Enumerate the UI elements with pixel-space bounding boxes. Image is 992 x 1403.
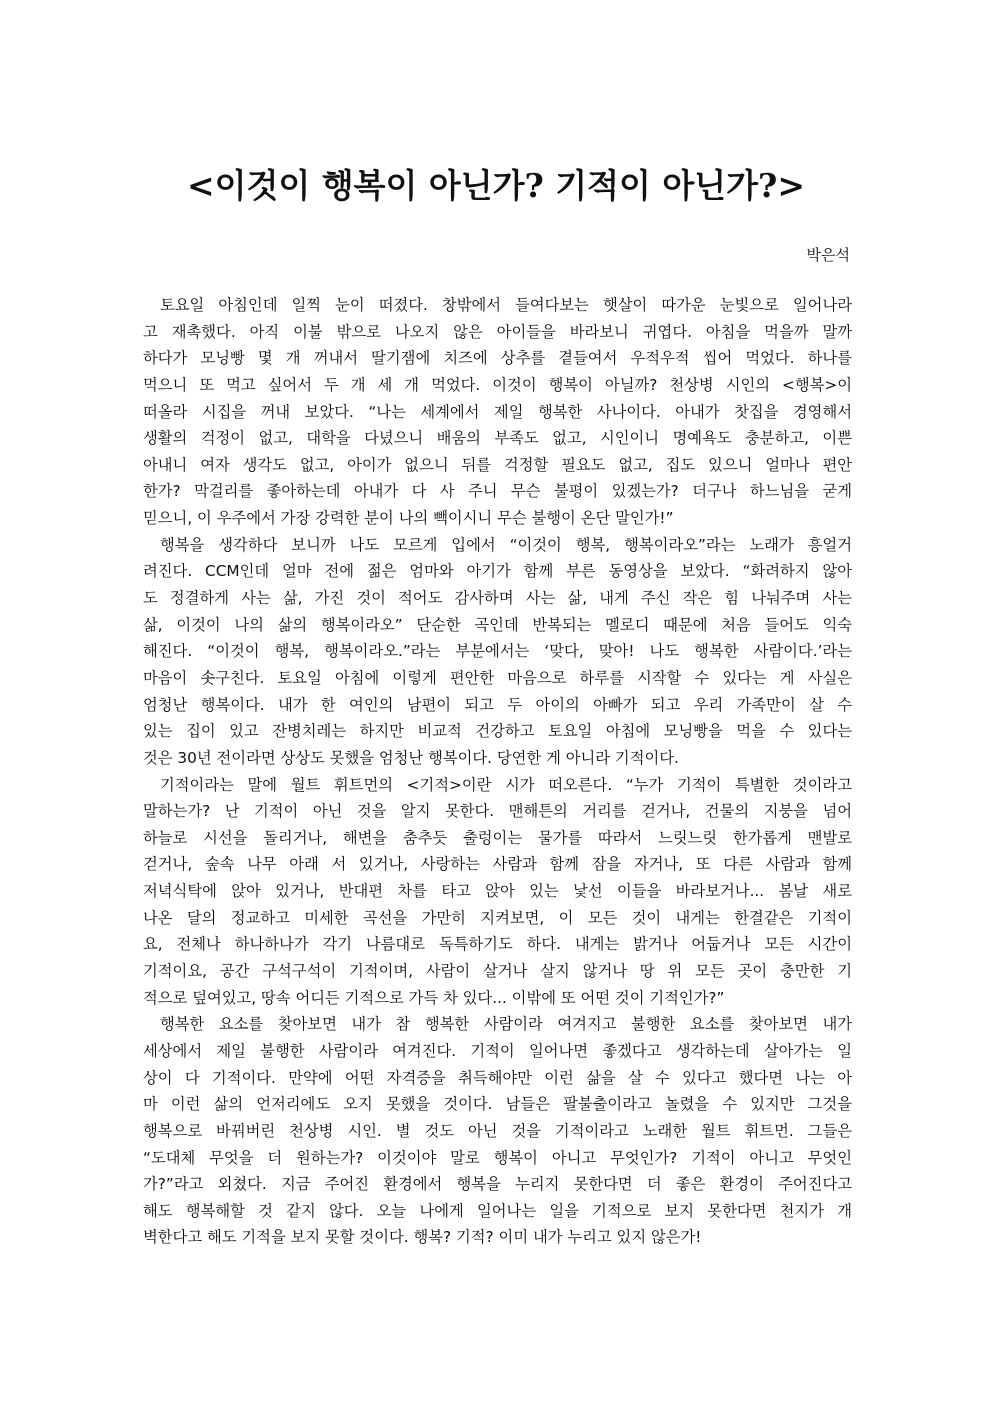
text-line: 행복을 생각하다 보니까 나도 모르게 입에서 “이것이 행복, 행복이라오”라는 노래가 흥얼거 <box>160 535 852 554</box>
text-line: 엄청난 행복이다. 내가 한 여인의 남편이 되고 두 아이의 아빠가 되고 우리 가족만이 살 수 <box>143 695 852 714</box>
document-title: <이것이 행복이 아닌가? 기적이 아닌가?> <box>186 166 806 205</box>
text-line: 행복으로 바꿔버린 천상병 시인. 별 것도 아닌 것을 기적이라고 노래한 월트 휘트먼. 그들은 <box>143 1121 852 1140</box>
text-line: 고 재촉했다. 아직 이불 밖으로 나오지 않은 아이들을 바라보니 귀엽다. 아침을 먹을까 말까 <box>143 322 852 341</box>
text-line: 가?”라고 외쳤다. 지금 주어진 환경에서 행복을 누리지 못한다면 더 좋은 환경이 주어진다고 <box>143 1175 852 1194</box>
text-line: 걷거나, 숲속 나무 아래 서 있거나, 사랑하는 사람과 함께 잠을 자거나, 또 다른 사람과 함께 <box>143 855 852 874</box>
text-line: 저녁식탁에 앉아 있거나, 반대편 차를 타고 앉아 있는 낯선 이들을 바라보거나... 봄날 새로 <box>143 882 852 901</box>
text-line: 려진다. CCM인데 얼마 전에 젊은 엄마와 아기가 함께 부른 동영상을 보았다. “화려하지 않아 <box>143 562 852 581</box>
text-line: “도대체 무엇을 더 원하는가? 이것이야 말로 행복이 아니고 무엇인가? 기적이 아니고 무엇인 <box>143 1148 852 1167</box>
text-line: 믿으니, 이 우주에서 가장 강력한 분이 나의 빽이시니 무슨 불행이 온단 말인가!” <box>143 509 674 528</box>
text-line: 하다가 모닝빵 몇 개 꺼내서 딸기잼에 치즈에 상추를 곁들여서 우적우적 씹어 먹었다. 하나를 <box>143 349 852 368</box>
text-line: 마 이런 삶의 언저리에도 오지 못했을 것이다. 남들은 팔불출이라고 놀렸을 수 있지만 그것을 <box>143 1095 852 1114</box>
text-line: 기적이요, 공간 구석구석이 기적이며, 사람이 살거나 살지 않거나 땅 위 모든 곳이 충만한 기 <box>143 962 852 981</box>
text-line: 상이 다 기적이다. 만약에 어떤 자격증을 취득해야만 이런 삶을 살 수 있다고 했다면 나는 아 <box>143 1068 852 1087</box>
text-line: 말하는가? 난 기적이 아닌 것을 알지 못한다. 맨해튼의 거리를 걷거나, 건물의 지붕을 넘어 <box>143 802 852 821</box>
text-line: 떠올라 시집을 꺼내 보았다. “나는 세계에서 제일 행복한 사나이다. 아내가 찻집을 경영해서 <box>143 402 852 421</box>
paragraph <box>143 532 852 772</box>
text-line: 먹으니 또 먹고 싶어서 두 개 세 개 먹었다. 이것이 행복이 아닐까? 천상병 시인의 <행복>이 <box>143 375 852 394</box>
text-line: 적으로 덮여있고, 땅속 어디든 기적으로 가득 차 있다... 이밖에 또 어떤 것이 기적인가?” <box>143 988 725 1007</box>
text-line: 한가? 막걸리를 좋아하는데 아내가 다 사 주니 무슨 불평이 있겠는가? 더구나 하느님을 굳게 <box>143 482 852 501</box>
text-line: 기적이라는 말에 월트 휘트먼의 <기적>이란 시가 떠오른다. “누가 기적이 특별한 것이라고 <box>160 775 852 794</box>
author-name: 박은석 <box>806 246 850 264</box>
text-line: 나온 달의 정교하고 미세한 곡선을 가만히 지켜보면, 이 모든 것이 내게는 한결같은 기적이 <box>143 908 852 927</box>
document-body <box>143 292 852 1251</box>
paragraph <box>143 772 852 1012</box>
text-line: 해도 행복해할 것 같지 않다. 오늘 나에게 일어나는 일을 기적으로 보지 못한다면 천지가 개 <box>143 1201 852 1220</box>
text-line: 것은 30년 전이라면 상상도 못했을 엄청난 행복이다. 당연한 게 아니라 기적이다. <box>143 748 679 767</box>
text-line: 요, 전체나 하나하나가 각기 나름대로 독특하기도 하다. 내게는 밝거나 어둡거나 모든 시간이 <box>143 935 852 954</box>
text-line: 도 정결하게 사는 삶, 가진 것이 적어도 감사하며 사는 삶, 내게 주신 작은 힘 나눠주며 사는 <box>143 589 852 608</box>
text-line: 있는 집이 있고 잔병치레는 하지만 비교적 건강하고 토요일 아침에 모닝빵을 먹을 수 있다는 <box>143 722 852 741</box>
text-line: 세상에서 제일 불행한 사람이라 여겨진다. 기적이 일어나면 좋겠다고 생각하는데 살아가는 일 <box>143 1041 852 1060</box>
text-line: 삶, 이것이 나의 삶의 행복이라오” 단순한 곡인데 반복되는 멜로디 때문에 처음 들어도 익숙 <box>143 615 852 634</box>
paragraph <box>143 1011 852 1251</box>
text-line: 마음이 솟구친다. 토요일 아침에 이렇게 편안한 마음으로 하루를 시작할 수 있다는 게 사실은 <box>143 668 852 687</box>
text-line: 하늘로 시선을 돌리거나, 해변을 춤추듯 출렁이는 물가를 따라서 느릿느릿 한가롭게 맨발로 <box>143 828 852 847</box>
text-line: 행복한 요소를 찾아보면 내가 참 행복한 사람이라 여겨지고 불행한 요소를 찾아보면 내가 <box>160 1015 852 1034</box>
text-line: 벽한다고 해도 기적을 보지 못할 것이다. 행복? 기적? 이미 내가 누리고 있지 않은가! <box>143 1228 702 1247</box>
paragraph <box>143 292 852 532</box>
text-line: 해진다. “이것이 행복, 행복이라오.”라는 부분에서는 ‘맞다, 맞아! 나도 행복한 사람이다.’라는 <box>143 642 852 661</box>
text-line: 생활의 걱정이 없고, 대학을 다녔으니 배움의 부족도 없고, 시인이니 명예욕도 충분하고, 이쁜 <box>143 429 852 448</box>
text-line: 토요일 아침인데 일찍 눈이 떠졌다. 창밖에서 들여다보는 햇살이 따가운 눈빛으로 일어나라 <box>160 296 852 314</box>
text-line: 아내니 여자 생각도 없고, 아이가 없으니 뒤를 걱정할 필요도 없고, 집도 있으니 얼마나 편안 <box>143 455 852 474</box>
